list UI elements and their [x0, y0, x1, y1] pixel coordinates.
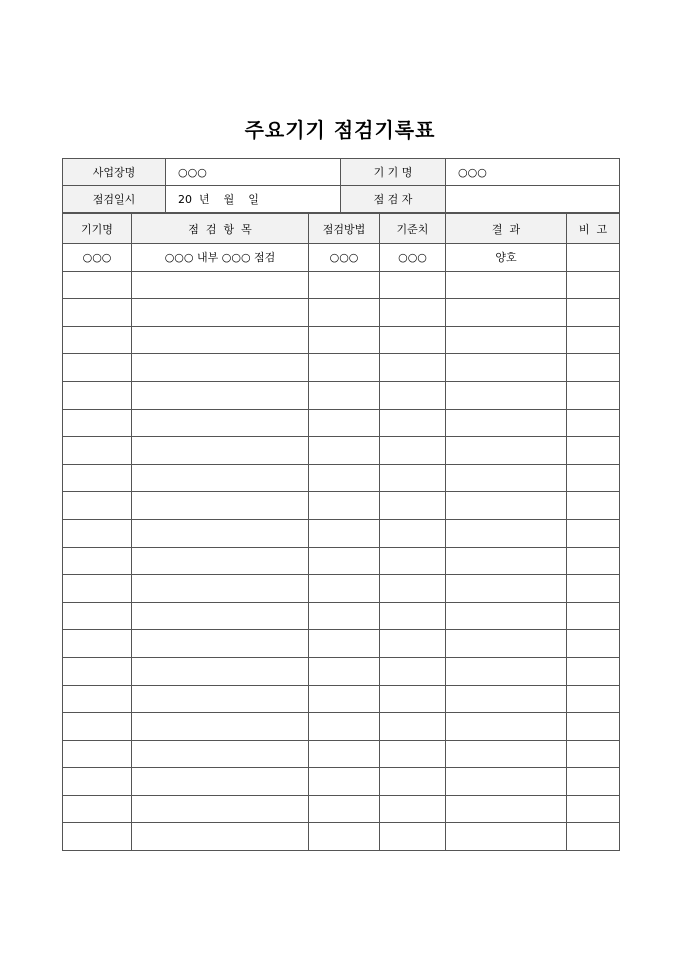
cell-method[interactable] — [309, 740, 380, 768]
table-row — [63, 547, 620, 575]
table-row — [63, 326, 620, 354]
cell-equipment-name[interactable] — [63, 271, 132, 299]
cell-equipment-name[interactable] — [63, 299, 132, 327]
cell-remarks[interactable] — [567, 657, 620, 685]
cell-result[interactable] — [446, 299, 567, 327]
cell-result[interactable] — [446, 768, 567, 796]
cell-equipment-name[interactable] — [63, 326, 132, 354]
info-row-date — [63, 186, 620, 213]
cell-equipment-name[interactable] — [63, 492, 132, 520]
cell-standard[interactable] — [380, 354, 446, 382]
cell-inspection-item[interactable] — [132, 354, 309, 382]
cell-method[interactable] — [309, 795, 380, 823]
table-row — [63, 381, 620, 409]
cell-result[interactable] — [446, 547, 567, 575]
cell-equipment-name[interactable] — [63, 409, 132, 437]
cell-result[interactable] — [446, 492, 567, 520]
table-row — [63, 823, 620, 851]
cell-remarks[interactable] — [567, 795, 620, 823]
table-row — [63, 519, 620, 547]
cell-method[interactable] — [309, 685, 380, 713]
cell-equipment-name[interactable] — [63, 354, 132, 382]
cell-remarks[interactable] — [567, 326, 620, 354]
table-row — [63, 575, 620, 603]
cell-equipment-name[interactable] — [63, 630, 132, 658]
inspection-record-table — [62, 213, 620, 851]
date-label: 점검일시 — [63, 186, 166, 213]
cell-remarks[interactable] — [567, 271, 620, 299]
cell-method[interactable] — [309, 271, 380, 299]
cell-equipment-name[interactable] — [63, 519, 132, 547]
cell-standard[interactable] — [380, 409, 446, 437]
cell-remarks[interactable] — [567, 740, 620, 768]
cell-method[interactable]: ○○○ — [309, 244, 380, 272]
cell-standard[interactable] — [380, 740, 446, 768]
cell-result[interactable] — [446, 685, 567, 713]
cell-result[interactable] — [446, 575, 567, 603]
table-header-row — [63, 214, 620, 244]
cell-result[interactable] — [446, 602, 567, 630]
header-standard: 기준치 — [380, 214, 446, 244]
cell-inspection-item[interactable] — [132, 740, 309, 768]
cell-method[interactable] — [309, 381, 380, 409]
cell-equipment-name[interactable] — [63, 713, 132, 741]
table-row — [63, 795, 620, 823]
cell-result[interactable] — [446, 326, 567, 354]
cell-equipment-name[interactable] — [63, 657, 132, 685]
header-equipment-name: 기기명 — [63, 214, 132, 244]
date-field[interactable]: 20 년 월 일 — [166, 186, 341, 213]
cell-equipment-name[interactable] — [63, 740, 132, 768]
table-row — [63, 244, 620, 272]
cell-standard[interactable] — [380, 464, 446, 492]
cell-remarks[interactable] — [567, 713, 620, 741]
cell-equipment-name[interactable] — [63, 575, 132, 603]
cell-remarks[interactable] — [567, 492, 620, 520]
header-inspection-item: 점 검 항 목 — [132, 214, 309, 244]
cell-method[interactable] — [309, 823, 380, 851]
cell-result[interactable] — [446, 519, 567, 547]
cell-equipment-name[interactable] — [63, 823, 132, 851]
cell-remarks[interactable] — [567, 244, 620, 272]
cell-standard[interactable] — [380, 713, 446, 741]
info-row-site — [63, 159, 620, 186]
cell-inspection-item[interactable] — [132, 492, 309, 520]
cell-inspection-item[interactable] — [132, 409, 309, 437]
cell-method[interactable] — [309, 409, 380, 437]
cell-result[interactable] — [446, 740, 567, 768]
cell-standard[interactable] — [380, 299, 446, 327]
table-row — [63, 271, 620, 299]
cell-method[interactable] — [309, 547, 380, 575]
cell-standard[interactable] — [380, 381, 446, 409]
cell-inspection-item[interactable] — [132, 795, 309, 823]
site-field[interactable]: ○○○ — [166, 159, 341, 186]
table-row — [63, 409, 620, 437]
cell-equipment-name[interactable]: ○○○ — [63, 244, 132, 272]
cell-result[interactable] — [446, 823, 567, 851]
cell-result[interactable] — [446, 795, 567, 823]
cell-method[interactable] — [309, 630, 380, 658]
equipment-label: 기 기 명 — [341, 159, 446, 186]
table-row — [63, 492, 620, 520]
table-row — [63, 354, 620, 382]
record-table-body — [63, 214, 620, 851]
cell-equipment-name[interactable] — [63, 795, 132, 823]
cell-standard[interactable] — [380, 547, 446, 575]
cell-inspection-item[interactable] — [132, 602, 309, 630]
cell-method[interactable] — [309, 602, 380, 630]
cell-standard[interactable] — [380, 437, 446, 465]
cell-remarks[interactable] — [567, 464, 620, 492]
table-row — [63, 630, 620, 658]
cell-result[interactable] — [446, 630, 567, 658]
cell-equipment-name[interactable] — [63, 602, 132, 630]
table-row — [63, 437, 620, 465]
cell-inspection-item[interactable] — [132, 519, 309, 547]
cell-method[interactable] — [309, 464, 380, 492]
table-row — [63, 464, 620, 492]
cell-method[interactable] — [309, 354, 380, 382]
cell-remarks[interactable] — [567, 823, 620, 851]
cell-remarks[interactable] — [567, 299, 620, 327]
cell-method[interactable] — [309, 519, 380, 547]
cell-method[interactable] — [309, 437, 380, 465]
cell-standard[interactable] — [380, 492, 446, 520]
cell-result[interactable] — [446, 437, 567, 465]
cell-method[interactable] — [309, 326, 380, 354]
cell-method[interactable] — [309, 657, 380, 685]
cell-method[interactable] — [309, 299, 380, 327]
cell-standard[interactable]: ○○○ — [380, 244, 446, 272]
cell-equipment-name[interactable] — [63, 464, 132, 492]
cell-result[interactable] — [446, 354, 567, 382]
header-remarks: 비 고 — [567, 214, 620, 244]
cell-result[interactable] — [446, 464, 567, 492]
cell-inspection-item[interactable] — [132, 381, 309, 409]
table-row — [63, 299, 620, 327]
cell-equipment-name[interactable] — [63, 685, 132, 713]
equipment-field[interactable]: ○○○ — [446, 159, 620, 186]
cell-result[interactable] — [446, 271, 567, 299]
cell-equipment-name[interactable] — [63, 437, 132, 465]
cell-inspection-item[interactable] — [132, 657, 309, 685]
cell-standard[interactable] — [380, 271, 446, 299]
cell-inspection-item[interactable] — [132, 326, 309, 354]
cell-result[interactable] — [446, 409, 567, 437]
cell-result[interactable]: 양호 — [446, 244, 567, 272]
cell-inspection-item[interactable] — [132, 575, 309, 603]
header-result: 결 과 — [446, 214, 567, 244]
cell-remarks[interactable] — [567, 354, 620, 382]
header-method: 점검방법 — [309, 214, 380, 244]
cell-remarks[interactable] — [567, 437, 620, 465]
cell-result[interactable] — [446, 381, 567, 409]
inspector-field[interactable] — [446, 186, 620, 213]
table-row — [63, 685, 620, 713]
cell-remarks[interactable] — [567, 547, 620, 575]
cell-remarks[interactable] — [567, 630, 620, 658]
cell-remarks[interactable] — [567, 602, 620, 630]
cell-remarks[interactable] — [567, 409, 620, 437]
cell-inspection-item[interactable] — [132, 271, 309, 299]
cell-inspection-item[interactable] — [132, 464, 309, 492]
table-row — [63, 657, 620, 685]
cell-inspection-item[interactable] — [132, 630, 309, 658]
cell-inspection-item[interactable] — [132, 437, 309, 465]
cell-standard[interactable] — [380, 657, 446, 685]
cell-result[interactable] — [446, 657, 567, 685]
site-label: 사업장명 — [63, 159, 166, 186]
cell-remarks[interactable] — [567, 519, 620, 547]
page-title: 주요기기 점검기록표 — [244, 118, 436, 142]
cell-remarks[interactable] — [567, 685, 620, 713]
cell-inspection-item[interactable] — [132, 713, 309, 741]
cell-equipment-name[interactable] — [63, 381, 132, 409]
cell-standard[interactable] — [380, 768, 446, 796]
cell-remarks[interactable] — [567, 768, 620, 796]
cell-standard[interactable] — [380, 823, 446, 851]
cell-standard[interactable] — [380, 575, 446, 603]
cell-equipment-name[interactable] — [63, 547, 132, 575]
cell-standard[interactable] — [380, 326, 446, 354]
table-row — [63, 740, 620, 768]
cell-remarks[interactable] — [567, 575, 620, 603]
table-row — [63, 602, 620, 630]
inspector-label: 점 검 자 — [341, 186, 446, 213]
table-row — [63, 768, 620, 796]
info-table — [62, 158, 620, 213]
cell-remarks[interactable] — [567, 381, 620, 409]
cell-standard[interactable] — [380, 519, 446, 547]
cell-standard[interactable] — [380, 630, 446, 658]
cell-method[interactable] — [309, 492, 380, 520]
cell-standard[interactable] — [380, 602, 446, 630]
cell-standard[interactable] — [380, 685, 446, 713]
cell-inspection-item[interactable]: ○○○ 내부 ○○○ 점검 — [132, 244, 309, 272]
cell-result[interactable] — [446, 713, 567, 741]
cell-equipment-name[interactable] — [63, 768, 132, 796]
cell-inspection-item[interactable] — [132, 685, 309, 713]
table-row — [63, 713, 620, 741]
cell-method[interactable] — [309, 575, 380, 603]
cell-method[interactable] — [309, 768, 380, 796]
cell-standard[interactable] — [380, 795, 446, 823]
cell-inspection-item[interactable] — [132, 299, 309, 327]
cell-inspection-item[interactable] — [132, 768, 309, 796]
cell-inspection-item[interactable] — [132, 823, 309, 851]
cell-inspection-item[interactable] — [132, 547, 309, 575]
cell-method[interactable] — [309, 713, 380, 741]
